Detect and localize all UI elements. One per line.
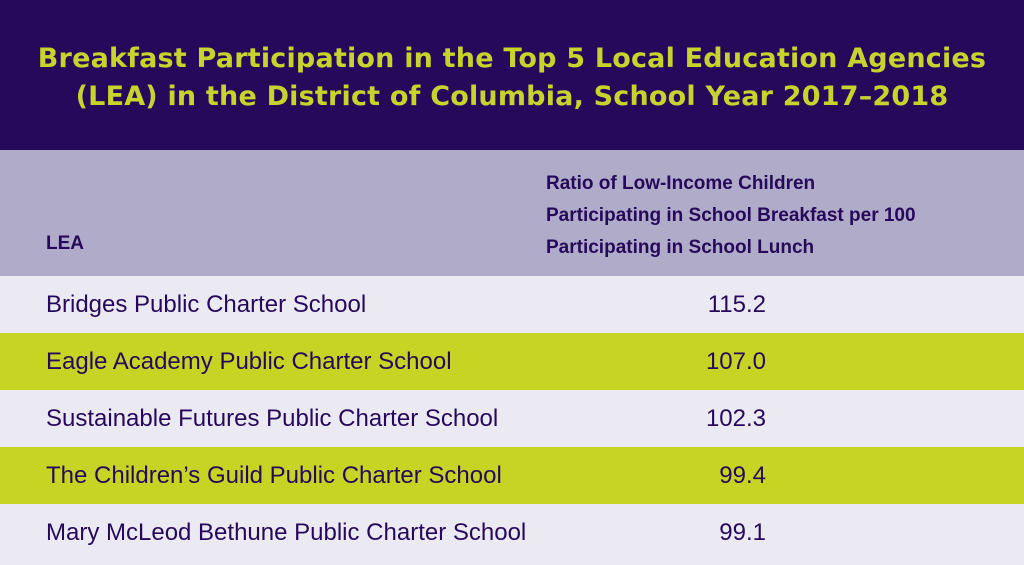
ratio-value-cell: 102.3 — [705, 405, 766, 432]
table-row — [0, 390, 1024, 447]
column-header-ratio-line-2: Participating in School Breakfast per 100 — [546, 205, 916, 226]
column-header-ratio-line-3: Participating in School Lunch — [546, 237, 815, 258]
lea-name-cell: Sustainable Futures Public Charter School — [46, 405, 499, 432]
ratio-value-cell: 107.0 — [705, 348, 766, 375]
table-body — [0, 276, 1024, 561]
title-line-2: (LEA) in the District of Columbia, School Year 2017–2018 — [75, 81, 949, 112]
ratio-value-cell: 99.4 — [719, 462, 766, 489]
table-row — [0, 333, 1024, 390]
ratio-value-cell: 115.2 — [707, 291, 766, 318]
table-row — [0, 276, 1024, 333]
column-header-ratio-line-1: Ratio of Low-Income Children — [546, 173, 816, 194]
column-header-lea: LEA — [46, 233, 84, 254]
lea-name-cell: Eagle Academy Public Charter School — [46, 348, 452, 375]
lea-name-cell: The Children’s Guild Public Charter School — [46, 462, 502, 489]
table-row — [0, 447, 1024, 504]
title-line-1: Breakfast Participation in the Top 5 Local Education Agencies — [37, 43, 987, 74]
column-header-ratio — [546, 168, 916, 264]
lea-name-cell: Mary McLeod Bethune Public Charter School — [46, 519, 527, 546]
table-row — [0, 504, 1024, 561]
ratio-value-cell: 99.1 — [719, 519, 766, 546]
title-banner — [0, 0, 1024, 150]
lea-name-cell: Bridges Public Charter School — [46, 291, 367, 318]
